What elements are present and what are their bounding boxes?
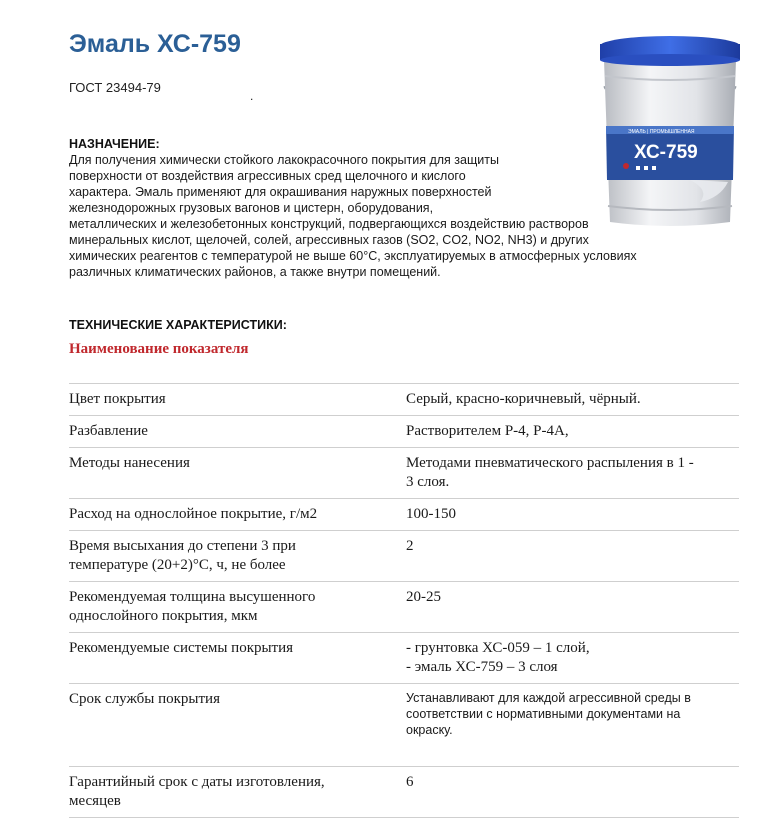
table-row xyxy=(69,633,739,684)
param-value xyxy=(406,422,739,441)
param-name xyxy=(69,505,406,524)
param-name xyxy=(69,537,406,575)
param-name-line: Рекомендуемые системы покрытия xyxy=(69,640,294,656)
table-row xyxy=(69,767,739,818)
purpose-line: минеральных кислот, щелочей, солей, агрессивных газов (SO2, CO2, NO2, NH3) и других xyxy=(69,233,589,247)
specs-table xyxy=(69,383,739,818)
param-name-line: Методы нанесения xyxy=(69,455,190,471)
param-name-line: однослойного покрытия, мкм xyxy=(69,608,258,624)
param-value-line: 100-150 xyxy=(406,506,456,522)
param-name xyxy=(69,639,406,677)
bucket-label-top: ЭМАЛЬ | ПРОМЫШЛЕННАЯ xyxy=(628,129,695,135)
purpose-text xyxy=(69,152,719,280)
param-value xyxy=(406,690,739,738)
param-value-line: Растворителем Р-4, Р-4А, xyxy=(406,423,569,439)
param-value-line: окраску. xyxy=(406,723,453,737)
param-value-line: 6 xyxy=(406,774,414,790)
table-row xyxy=(69,384,739,416)
bucket-label-main: ХС-759 xyxy=(634,142,698,163)
param-value-line: - эмаль ХС-759 – 3 слоя xyxy=(406,659,558,675)
param-value-line: 3 слоя. xyxy=(406,474,450,490)
param-name-line: Срок службы покрытия xyxy=(69,691,220,707)
purpose-line: поверхности от воздействия агрессивных сред щелочного и кислого xyxy=(69,169,466,183)
gost-standard: ГОСТ 23494-79 xyxy=(69,80,161,95)
param-value xyxy=(406,454,739,492)
purpose-line: металлических и железобетонных конструкций, подвергающихся воздействию растворов xyxy=(69,217,589,231)
table-row xyxy=(69,684,739,767)
param-name-line: Гарантийный срок с даты изготовления, xyxy=(69,774,325,790)
parameter-column-heading: Наименование показателя xyxy=(69,341,249,357)
param-value-line: Серый, красно-коричневый, чёрный. xyxy=(406,391,641,407)
purpose-line: Для получения химически стойкого лакокрасочного покрытия для защиты xyxy=(69,153,499,167)
param-name-line: месяцев xyxy=(69,793,121,809)
param-value-line: 20-25 xyxy=(406,589,441,605)
table-row xyxy=(69,582,739,633)
purpose-line: железнодорожных грузовых вагонов и цистерн, оборудования, xyxy=(69,201,434,215)
param-name-line: Разбавление xyxy=(69,423,148,439)
purpose-line: различных климатических районов, а также внутри помещений. xyxy=(69,265,441,279)
param-value-line: - грунтовка ХС-059 – 1 слой, xyxy=(406,640,590,656)
param-name xyxy=(69,454,406,492)
param-value-line: соответствии с нормативными документами на xyxy=(406,707,681,721)
gost-dot: . xyxy=(250,89,254,103)
purpose-heading: НАЗНАЧЕНИЕ: xyxy=(69,137,160,151)
param-name-line: температуре (20+2)°С, ч, не более xyxy=(69,557,286,573)
param-name xyxy=(69,390,406,409)
table-row xyxy=(69,499,739,531)
param-value xyxy=(406,537,739,575)
param-value-line: 2 xyxy=(406,538,414,554)
param-value-line: Методами пневматического распыления в 1 - xyxy=(406,455,694,471)
param-value xyxy=(406,639,739,677)
param-name-line: Цвет покрытия xyxy=(69,391,166,407)
table-row xyxy=(69,416,739,448)
param-value xyxy=(406,773,739,811)
param-value xyxy=(406,588,739,626)
param-name-line: Расход на однослойное покрытие, г/м2 xyxy=(69,506,318,522)
param-name xyxy=(69,422,406,441)
table-row xyxy=(69,448,739,499)
param-value-line: Устанавливают для каждой агрессивной среды в xyxy=(406,691,691,705)
param-value xyxy=(406,505,739,524)
purpose-line: химических реагентов с температурой не выше 60°С, эксплуатируемых в атмосферных условиях xyxy=(69,249,637,263)
param-name-line: Рекомендуемая толщина высушенного xyxy=(69,589,316,605)
specs-heading: ТЕХНИЧЕСКИЕ ХАРАКТЕРИСТИКИ: xyxy=(69,318,287,332)
param-value xyxy=(406,390,739,409)
param-name xyxy=(69,690,406,738)
table-row xyxy=(69,531,739,582)
param-name xyxy=(69,773,406,811)
param-name-line: Время высыхания до степени 3 при xyxy=(69,538,296,554)
param-name xyxy=(69,588,406,626)
purpose-line: характера. Эмаль применяют для окрашивания наружных поверхностей xyxy=(69,185,492,199)
page-title: Эмаль ХС-759 xyxy=(69,30,241,58)
